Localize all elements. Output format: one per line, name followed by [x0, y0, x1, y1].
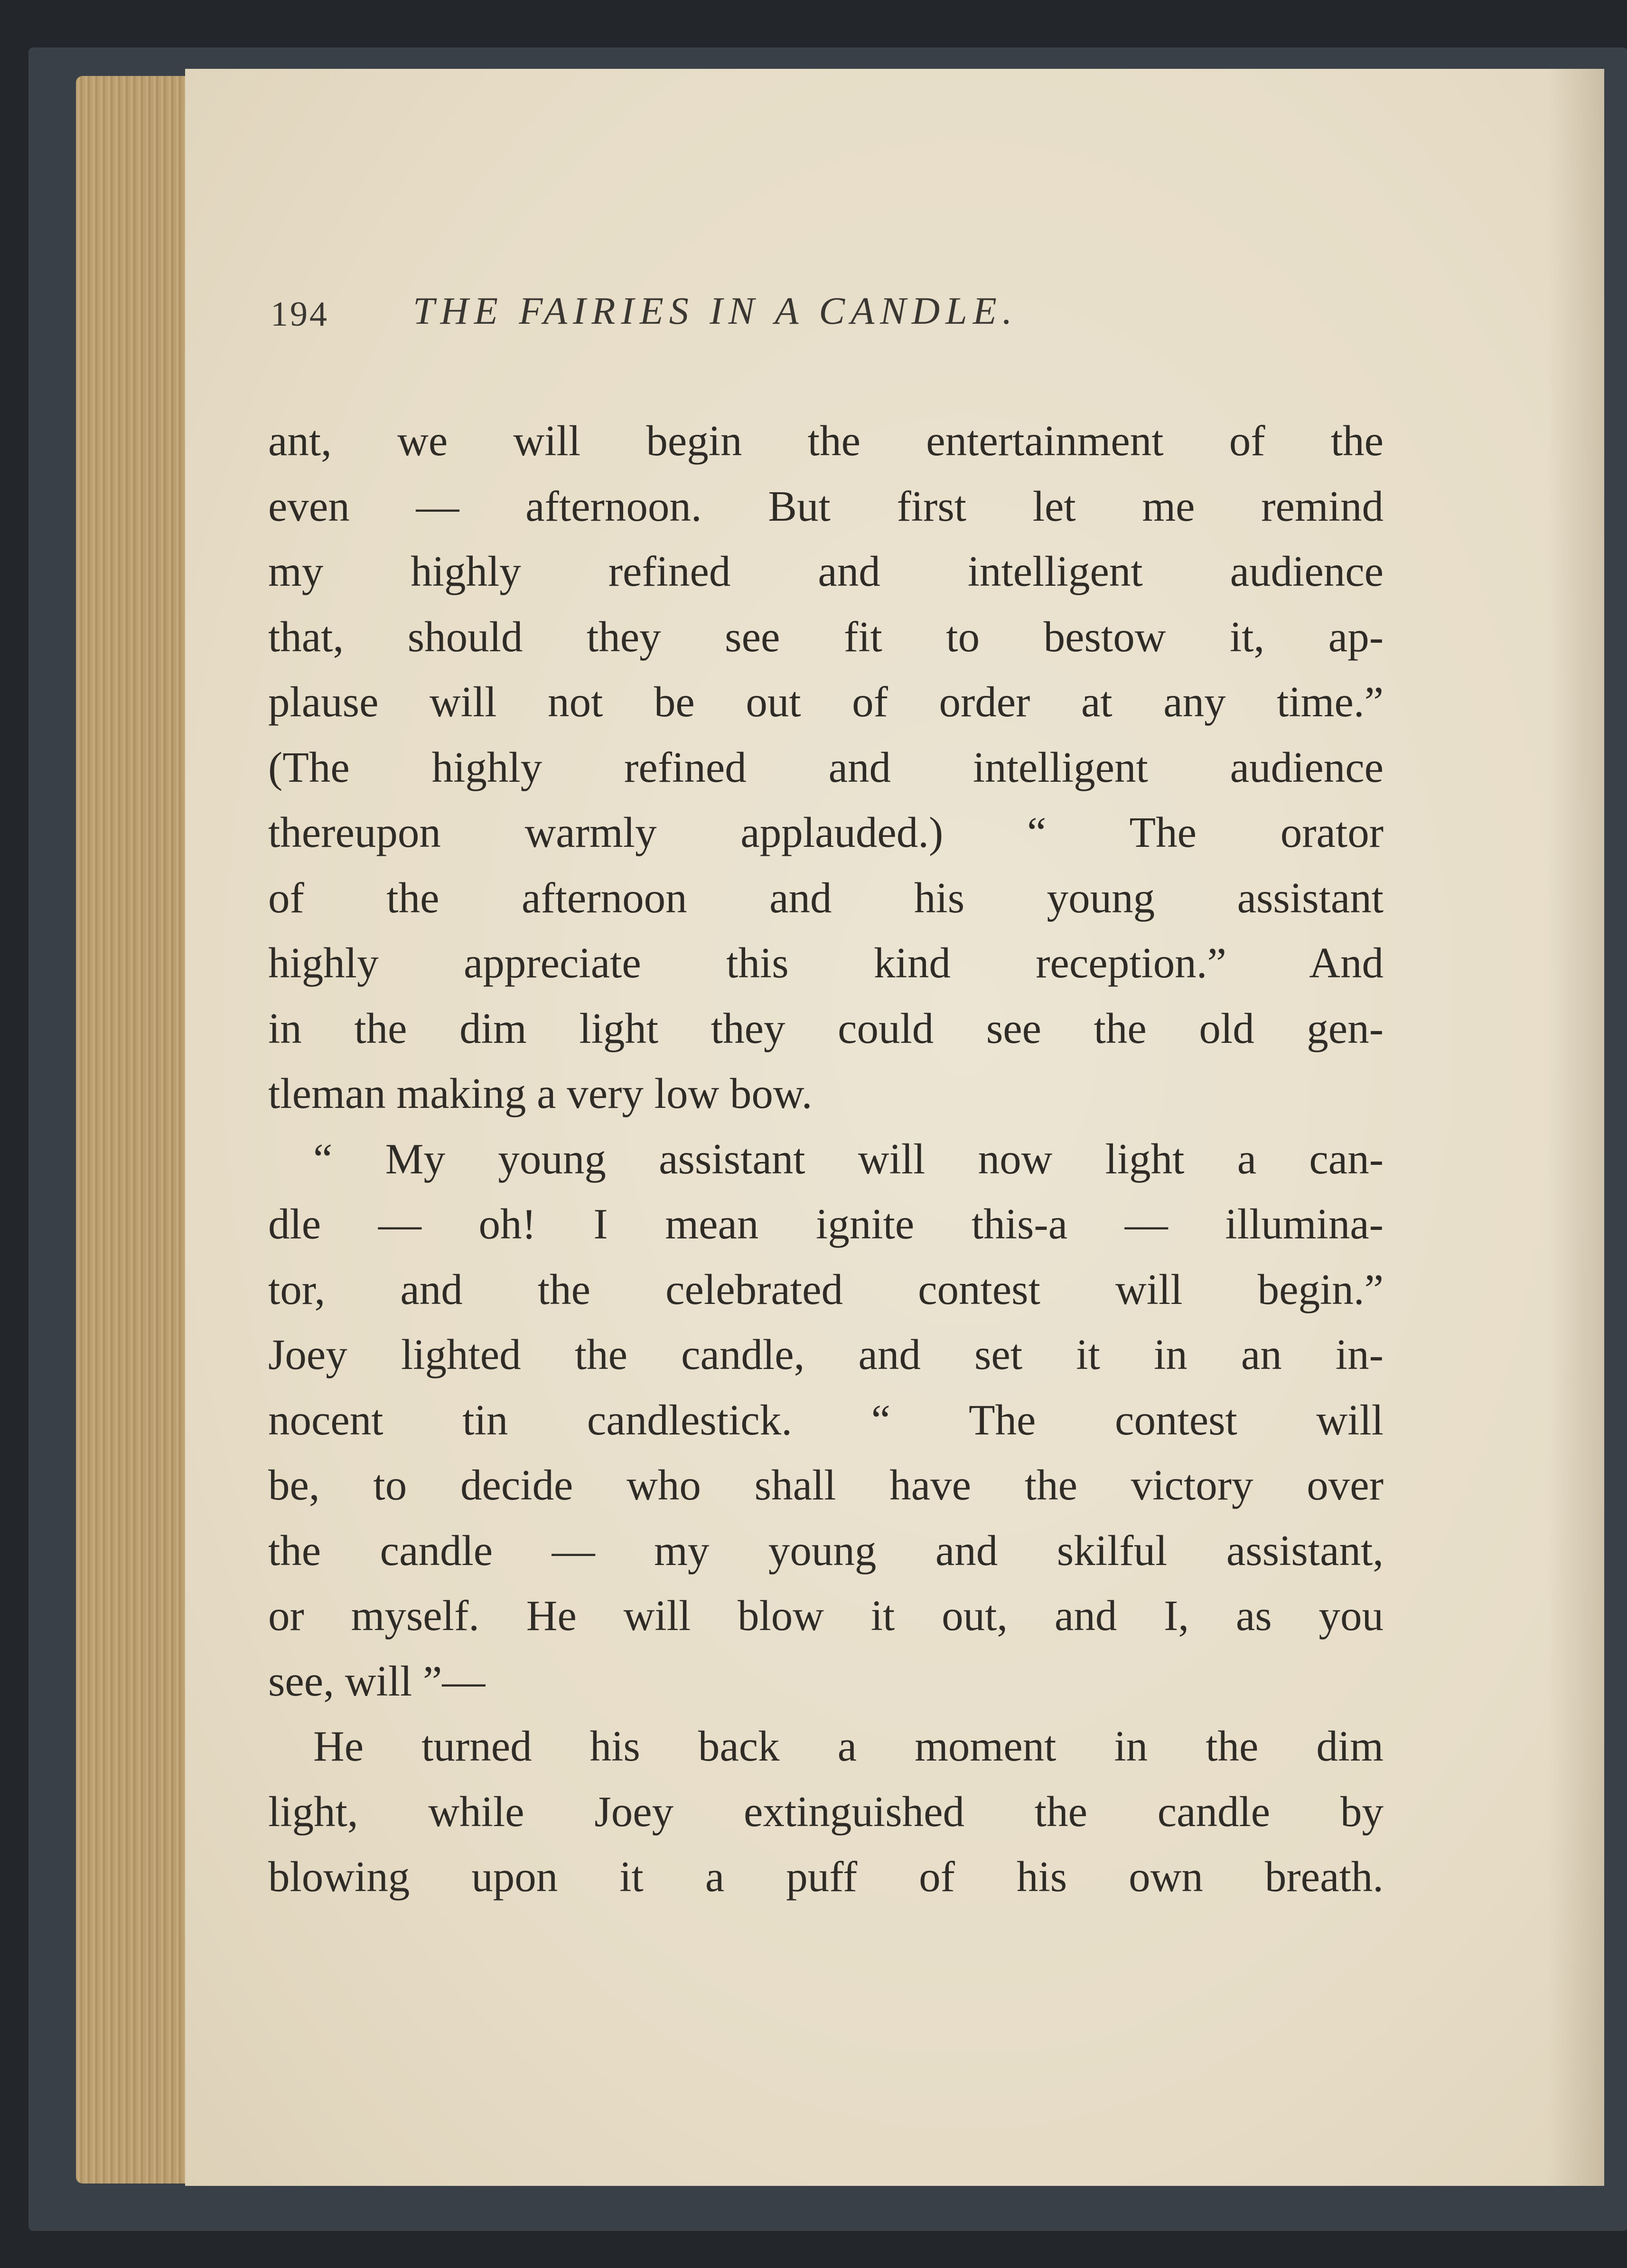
text-line: in the dim light they could see the old gen-: [268, 1004, 1384, 1052]
text-line: the candle — my young and skilful assistant,: [268, 1526, 1384, 1574]
page-number: 194: [271, 295, 329, 334]
page-edges: [76, 76, 195, 2184]
text-line: “ My young assistant will now light a can-: [313, 1134, 1384, 1183]
text-line: my highly refined and intelligent audience: [268, 547, 1384, 595]
text-line: be, to decide who shall have the victory over: [268, 1461, 1384, 1509]
text-line: or myself. He will blow it out, and I, as you: [268, 1592, 1384, 1640]
text-line: light, while Joey extinguished the candle by: [268, 1787, 1384, 1836]
text-line: tleman making a very low bow.: [268, 1069, 813, 1117]
text-line: ant, we will begin the entertainment of the: [268, 417, 1384, 465]
text-line: of the afternoon and his young assistant: [268, 873, 1384, 922]
text-line: even — afternoon. But first let me remind: [268, 482, 1384, 530]
paragraph: [268, 1714, 1384, 1910]
text-line: nocent tin candlestick. “ The contest will: [268, 1396, 1384, 1444]
text-line: highly appreciate this kind reception.” And: [268, 939, 1384, 987]
gutter-shadow: [1547, 69, 1604, 2186]
text-line: tor, and the celebrated contest will begin.”: [268, 1265, 1384, 1313]
text-line: see, will ”—: [268, 1657, 486, 1705]
text-line: He turned his back a moment in the dim: [313, 1722, 1384, 1770]
running-title: THE FAIRIES IN A CANDLE.: [413, 289, 1018, 332]
paragraph: [268, 1126, 1384, 1714]
text-line: Joey lighted the candle, and set it in an in-: [268, 1331, 1384, 1378]
running-head: [271, 280, 1362, 347]
body-text: [268, 408, 1384, 1910]
text-line: thereupon warmly applauded.) “ The orator: [268, 808, 1384, 856]
text-line: dle — oh! I mean ignite this-a — illumina-: [268, 1200, 1384, 1248]
text-line: that, should they see fit to bestow it, ap-: [268, 612, 1384, 661]
text-line: plause will not be out of order at any time.”: [268, 678, 1384, 726]
text-line: (The highly refined and intelligent audience: [268, 743, 1384, 791]
text-line: blowing upon it a puff of his own breath.: [268, 1853, 1384, 1901]
paragraph: [268, 408, 1384, 1126]
